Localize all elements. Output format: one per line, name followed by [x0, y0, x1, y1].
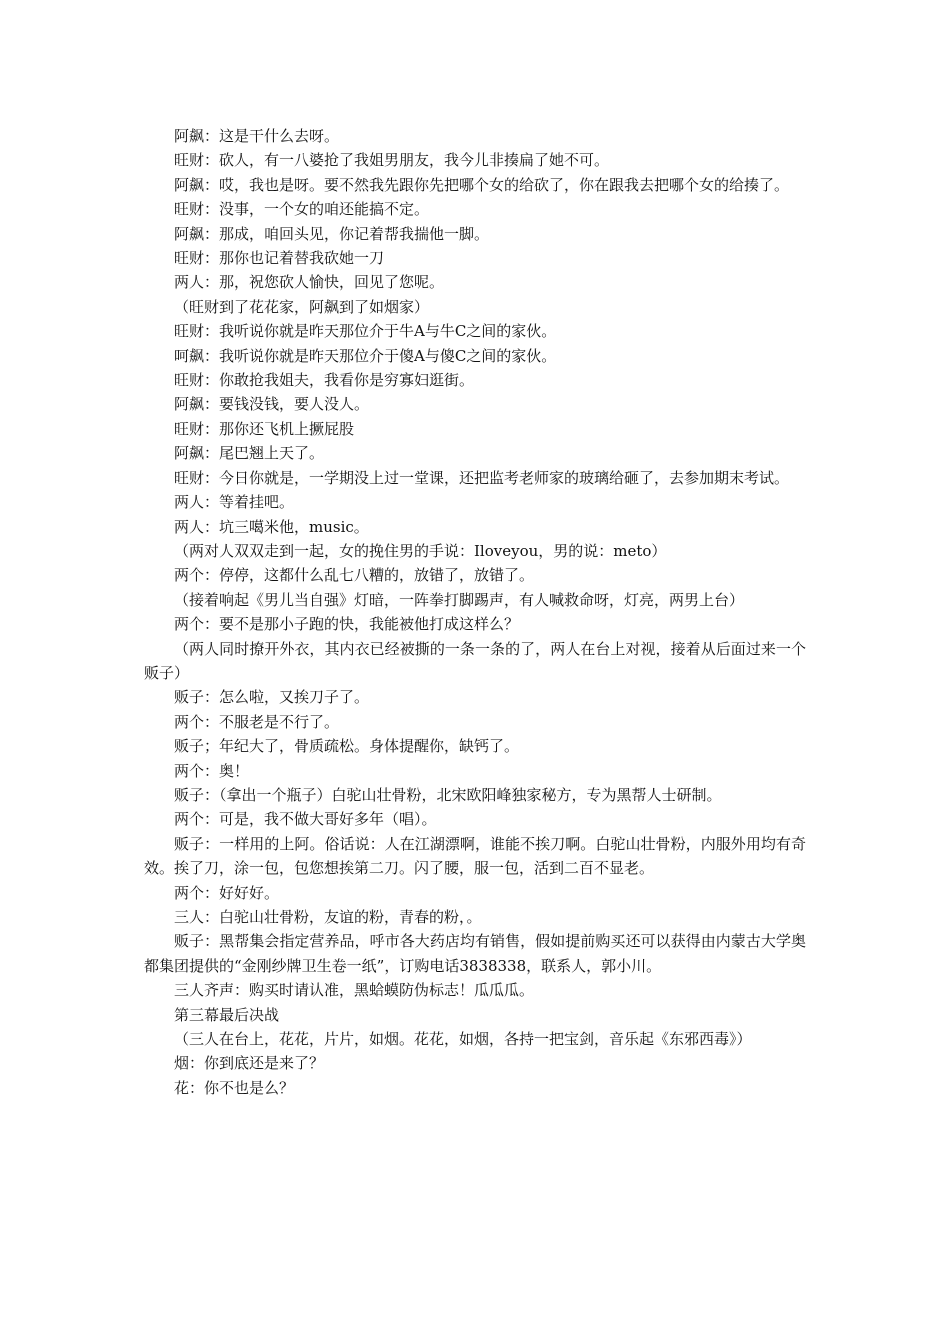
- paragraph: 两人：坑三噶米他，music。: [174, 517, 369, 536]
- paragraph: 烟：你到底还是来了？: [174, 1054, 325, 1073]
- paragraph: 两个：奥！: [174, 761, 250, 780]
- paragraph: 旺财：我听说你就是昨天那位介于牛A与牛C之间的家伙。: [174, 322, 557, 341]
- stage-direction: （两对人双双走到一起，女的挽住男的手说：Iloveyou，男的说：meto）: [174, 541, 667, 560]
- paragraph: 贩子：黑帮集会指定营养品，呼市各大药店均有销售，假如提前购买还可以获得由内蒙古大学奥都集团提供的“金刚纱牌卫生卷一纸”，订购电话3838338，联系人，郭小川。: [144, 932, 806, 975]
- paragraph: 旺财：砍人，有一八婆抢了我姐男朋友，我今儿非揍扁了她不可。: [174, 151, 610, 170]
- paragraph: 三人齐声：购买时请认准，黑蛤蟆防伪标志！瓜瓜瓜。: [174, 981, 535, 1000]
- paragraph: 阿飙：哎，我也是呀。要不然我先跟你先把哪个女的给砍了，你在跟我去把哪个女的给揍了。: [174, 175, 790, 194]
- paragraph: 两个：不服老是不行了。: [174, 712, 340, 731]
- paragraph: 旺财：没事，一个女的咱还能搞不定。: [174, 200, 430, 219]
- stage-direction: （三人在台上，花花，片片，如烟。花花，如烟，各持一把宝剑，音乐起《东邪西毒》）: [174, 1030, 752, 1049]
- paragraph: 阿飙：尾巴翘上天了。: [174, 444, 325, 463]
- paragraph: 旺财：那你也记着替我砍她一刀: [174, 249, 385, 268]
- paragraph: 呵飙：我听说你就是昨天那位介于傻A与傻C之间的家伙。: [174, 346, 557, 365]
- paragraph: 三人：白驼山壮骨粉，友谊的粉，青春的粉，。: [174, 908, 482, 926]
- paragraph: 阿飙：这是干什么去呀。: [174, 127, 340, 145]
- paragraph: 阿飙：要钱没钱，要人没人。: [174, 395, 370, 414]
- stage-direction: （两人同时撩开外衣，其内衣已经被撕的一条一条的了，两人在台上对视，接着从后面过来一个贩子）: [144, 639, 806, 682]
- paragraph: 两个：可是，我不做大哥好多年（唱）。: [174, 810, 437, 829]
- stage-direction: （旺财到了花花家，阿飙到了如烟家）: [174, 297, 430, 316]
- paragraph: 两个：要不是那小子跑的快，我能被他打成这样么？: [174, 615, 520, 634]
- paragraph: 贩子：一样用的上阿。俗话说：人在江湖漂啊，谁能不挨刀啊。白驼山壮骨粉，内服外用均有奇效。挨了刀，涂一包，包您想挨第二刀。闪了腰，服一包，活到二百不显老。: [144, 834, 806, 878]
- paragraph: 旺财：那你还飞机上撅屁股: [174, 419, 355, 438]
- paragraph: 两人：等着挂吧。: [174, 493, 295, 512]
- paragraph: 两个：好好好。: [174, 883, 280, 902]
- paragraph: 两人：那，祝您砍人愉快，回见了您呢。: [174, 273, 445, 292]
- stage-direction: （接着响起《男儿当自强》灯暗，一阵拳打脚踢声，有人喊救命呀，灯亮，两男上台）: [174, 590, 745, 609]
- paragraph: 贩子：怎么啦，又挨刀子了。: [174, 688, 370, 707]
- paragraph: 花：你不也是么？: [174, 1078, 295, 1097]
- paragraph: 两个：停停，这都什么乱七八糟的，放错了，放错了。: [174, 566, 535, 585]
- paragraph: 阿飙：那成，咱回头见，你记着帮我揣他一脚。: [174, 224, 490, 243]
- document-body: [144, 124, 806, 1100]
- paragraph: 旺财：今日你就是，一学期没上过一堂课，还把监考老师家的玻璃给砸了，去参加期末考试。: [174, 468, 790, 487]
- paragraph: 贩子；年纪大了，骨质疏松。身体提醒你，缺钙了。: [174, 737, 520, 756]
- paragraph: 贩子：（拿出一个瓶子）白驼山壮骨粉，北宋欧阳峰独家秘方，专为黑帮人士研制。: [174, 785, 722, 804]
- paragraph: 旺财：你敢抢我姐夫，我看你是穷寡妇逛街。: [174, 371, 475, 390]
- act-heading: 第三幕最后决战: [174, 1005, 280, 1024]
